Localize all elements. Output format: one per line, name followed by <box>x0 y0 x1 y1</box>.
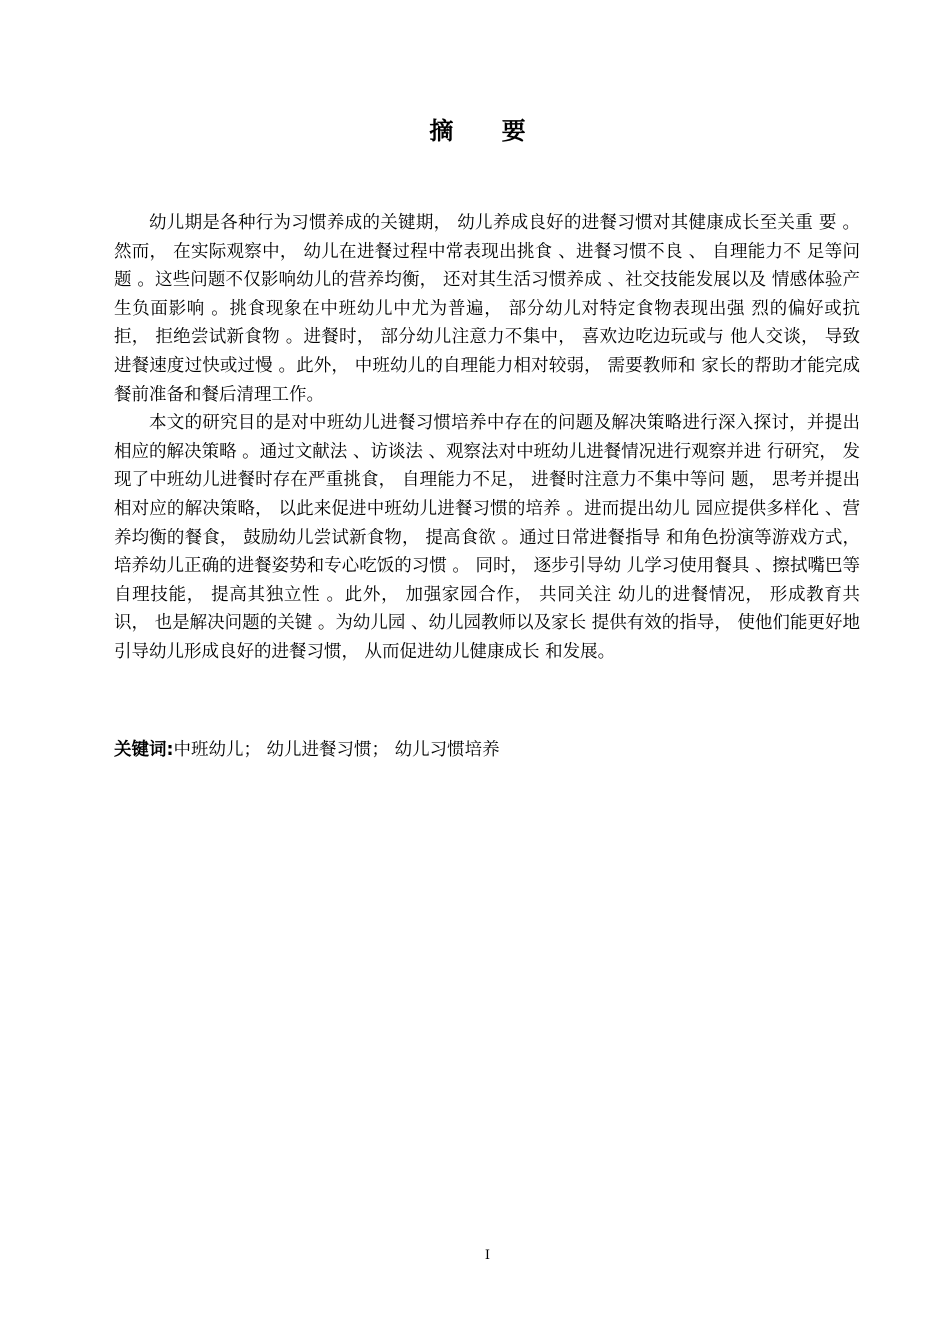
page-number: I <box>484 1248 491 1263</box>
keywords-line <box>114 736 860 764</box>
abstract-paragraph-2: 本文的研究目的是对中班幼儿进餐习惯培养中存在的问题及解决策略进行深入探讨，并提出相应的解决策略 。通过文献法 、访谈法 、观察法对中班幼儿进餐情况进行观察并进 行研究， 发现了中班幼儿进餐时存在严重挑食， 自理能力不足， 进餐时注意力不集中等问 题， 思考并提出相对应的解决策略， 以此来促进中班幼儿进餐习惯的培养 。进而提出幼儿 园应提供多样化 、营养均衡的餐食， 鼓励幼儿尝试新食物， 提高食欲 。通过日常进餐指导 和角色扮演等游戏方式， 培养幼儿正确的进餐姿势和专心吃饭的习惯 。 同时， 逐步引导幼 儿学习使用餐具 、擦拭嘴巴等自理技能， 提高其独立性 。此外， 加强家园合作， 共同关注 幼儿的进餐情况， 形成教育共识， 也是解决问题的关键 。为幼儿园 、幼儿园教师以及家长 提供有效的指导， 使他们能更好地引导幼儿形成良好的进餐习惯， 从而促进幼儿健康成长 和发展。 <box>114 413 860 662</box>
keywords-label: 关键词: <box>114 740 174 760</box>
abstract-title: 摘 要 <box>429 117 546 145</box>
abstract-paragraph-1: 幼儿期是各种行为习惯养成的关键期， 幼儿养成良好的进餐习惯对其健康成长至关重 要 。然而， 在实际观察中， 幼儿在进餐过程中常表现出挑食 、进餐习惯不良 、 自理能力不 足等问题 。这些问题不仅影响幼儿的营养均衡， 还对其生活习惯养成 、社交技能发展以及 情感体验产生负面影响 。挑食现象在中班幼儿中尤为普遍， 部分幼儿对特定食物表现出强 烈的偏好或抗拒， 拒绝尝试新食物 。进餐时， 部分幼儿注意力不集中， 喜欢边吃边玩或与 他人交谈， 导致进餐速度过快或过慢 。此外， 中班幼儿的自理能力相对较弱， 需要教师和 家长的帮助才能完成餐前准备和餐后清理工作。 <box>114 213 860 405</box>
keywords-value: 中班幼儿； 幼儿进餐习惯； 幼儿习惯培养 <box>173 740 500 760</box>
abstract-body <box>114 209 860 667</box>
